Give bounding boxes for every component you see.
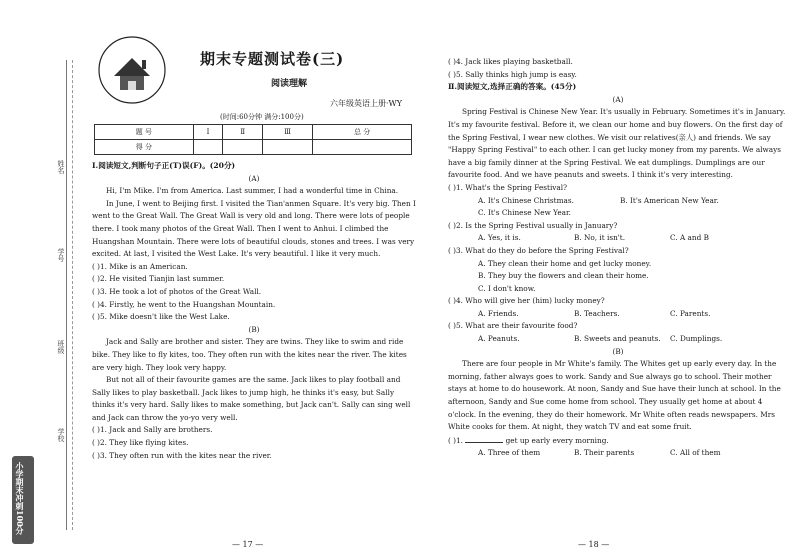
question-item[interactable]: ( )1. Jack and Sally are brothers. — [92, 425, 213, 435]
exam-subtitle: 阅读理解 — [271, 79, 308, 89]
binding-margin — [0, 0, 92, 560]
cut-line — [72, 60, 73, 530]
option[interactable]: A. It's Chinese Christmas. — [478, 195, 574, 205]
section-heading: Ⅱ.阅读短文,选择正确的答案。(45分) — [448, 82, 577, 92]
score-cell: 总 分 — [313, 125, 412, 140]
options-row — [448, 308, 788, 321]
question-prefix: ( )1. — [448, 435, 466, 445]
question-item[interactable]: ( )1. What's the Spring Festival? — [448, 182, 568, 192]
options-row — [448, 333, 788, 346]
page-number: — 18 — — [578, 540, 610, 549]
question-item[interactable]: ( )5. What are their favourite food? — [448, 321, 578, 331]
passage-paragraph: But not all of their favourite games are the same. Jack likes to play football and Sally likes to play basketball. Jack likes to jump high, he thinks it's easy, but Sally thinks it's very hard. Sally likes to make something, but Jack can't. Sally can sing well and Jack can throw the yo-yo very well. — [92, 375, 411, 422]
question-item[interactable]: ( )1. Mike is an American. — [92, 261, 188, 271]
score-cell: Ⅰ — [193, 125, 223, 140]
passage-paragraph: Jack and Sally are brother and sister. They are twins. They like to swim and ride bike. They like to fly kites, too. They often run with the kites near the river. The kites are very high. They look very happy. — [92, 337, 407, 372]
option[interactable]: B. Teachers. — [574, 308, 620, 318]
question-item[interactable]: ( )4. Jack likes playing basketball. — [448, 57, 573, 66]
right-page — [448, 56, 788, 460]
score-cell: Ⅲ — [263, 125, 313, 140]
passage-label: (B) — [248, 324, 260, 334]
passage-label: (B) — [612, 346, 624, 356]
option[interactable]: B. Their parents — [574, 448, 635, 458]
option[interactable]: A. Yes, it is. — [478, 233, 521, 243]
grade-label: 六年级英语上册·WY — [330, 99, 403, 108]
section-heading: Ⅰ.阅读短文,判断句子正(T)误(F)。(20分) — [92, 161, 236, 170]
house-logo-icon — [96, 34, 168, 106]
score-cell: 得 分 — [95, 140, 194, 155]
passage-paragraph: There are four people in Mr White's family. The Whites get up early every day. In the morning, father always goes to work. Sandy and Sue always go to school. Their mother stays at home to do housework. At noon, Sandy and Sue have their lunch at school. In the afternoon, Sandy and Sue come home from school. They usually get home at about 4 o'clock. In the evening, they do their homework. Mr White often reads newspapers. Mrs White cooks for them. At night, they watch TV and eat some fruit. — [448, 359, 781, 432]
option[interactable]: C. Parents. — [670, 308, 711, 318]
score-table-header-row — [95, 125, 412, 140]
options-row — [448, 195, 788, 208]
question-item[interactable]: ( )5. Sally thinks high jump is easy. — [448, 69, 577, 79]
question-item[interactable]: ( )4. Who will give her (him) lucky money? — [448, 296, 605, 306]
question-item[interactable]: ( )5. Mike doesn't like the West Lake. — [92, 312, 230, 322]
school-label: 学校 — [57, 428, 65, 442]
series-logo — [96, 34, 168, 106]
time-score-note: (时间:60分钟 满分:100分) — [220, 113, 304, 121]
option[interactable]: C. I don't know. — [478, 283, 536, 293]
fill-in-question[interactable] — [448, 434, 788, 448]
option[interactable]: B. It's American New Year. — [620, 195, 719, 205]
series-stamp: 小学期末冲刺100分 — [12, 456, 34, 544]
options-column — [448, 258, 788, 296]
option[interactable]: A. Peanuts. — [478, 334, 520, 344]
score-entry-cell[interactable] — [223, 140, 263, 155]
option[interactable]: A. They clean their home and get lucky money. — [478, 258, 652, 268]
question-item[interactable]: ( )2. They like flying kites. — [92, 438, 189, 448]
class-label: 班级 — [57, 340, 65, 354]
option[interactable]: B. Sweets and peanuts. — [574, 334, 661, 344]
name-label: 姓名 — [57, 160, 65, 174]
option[interactable]: C. All of them — [670, 448, 721, 458]
answer-blank[interactable] — [465, 434, 503, 443]
score-cell: 题 号 — [95, 125, 194, 140]
score-table-score-row — [95, 140, 412, 155]
score-entry-cell[interactable] — [263, 140, 313, 155]
question-suffix: get up early every morning. — [503, 435, 609, 445]
question-item[interactable]: ( )3. They often run with the kites near the river. — [92, 450, 272, 460]
option[interactable]: B. No, it isn't. — [574, 233, 626, 243]
page-number: — 17 — — [232, 540, 264, 549]
question-item[interactable]: ( )2. Is the Spring Festival usually in January? — [448, 220, 618, 230]
options-row — [448, 207, 788, 220]
score-cell: Ⅱ — [223, 125, 263, 140]
question-item[interactable]: ( )3. He took a lot of photos of the Great Wall. — [92, 286, 262, 296]
left-page — [92, 160, 416, 462]
passage-label: (A) — [248, 173, 260, 183]
score-table — [94, 124, 412, 155]
score-entry-cell[interactable] — [313, 140, 412, 155]
exam-title: 期末专题测试卷(三) — [200, 50, 345, 68]
option[interactable]: A. Three of them — [478, 448, 541, 458]
options-row — [448, 232, 788, 245]
option[interactable]: C. It's Chinese New Year. — [478, 208, 571, 218]
options-row — [448, 447, 788, 460]
score-entry-cell[interactable] — [193, 140, 223, 155]
passage-paragraph: Spring Festival is Chinese New Year. It's usually in February. Sometimes it's in January. It's my favourite festival. Before it, we clean our home and buy flowers. On the first day of the Spring Festival, I wear new clothes. We visit our relatives(亲人) and friends. We say "Happy Spring Festival" to each other. I can get lucky money from my parents. We always have a big family dinner at the Spring Festival. We eat dumplings. Dumplings are our favourite food. And we have peanuts and sweets. I think it's very interesting. — [448, 107, 786, 180]
option[interactable]: A. Friends. — [478, 308, 519, 318]
passage-paragraph: In June, I went to Beijing first. I visited the Tian'anmen Square. It's very big. Then I went to the Great Wall. The Great Wall is very old and long. There were lots of people there. I took many photos of the Great Wall. Then I went to Anhui. I climbed the Huangshan Mountain. There were lots of beautiful clouds, stones and trees. I was very excited. At last, I visited the West Lake. It's very beautiful. I like it very much. — [92, 198, 416, 259]
option[interactable]: C. A and B — [670, 233, 709, 243]
passage-label: (A) — [612, 94, 624, 104]
question-item[interactable]: ( )4. Firstly, he went to the Huangshan Mountain. — [92, 299, 276, 309]
margin-rule — [66, 60, 67, 530]
student-id-label: 学号 — [57, 248, 65, 262]
option[interactable]: B. They buy the flowers and clean their home. — [478, 271, 649, 281]
question-item[interactable]: ( )2. He visited Tianjin last summer. — [92, 274, 225, 284]
option[interactable]: C. Dumplings. — [670, 334, 723, 344]
passage-paragraph: Hi, I'm Mike. I'm from America. Last summer, I had a wonderful time in China. — [106, 186, 399, 196]
question-item[interactable]: ( )3. What do they do before the Spring Festival? — [448, 245, 629, 255]
